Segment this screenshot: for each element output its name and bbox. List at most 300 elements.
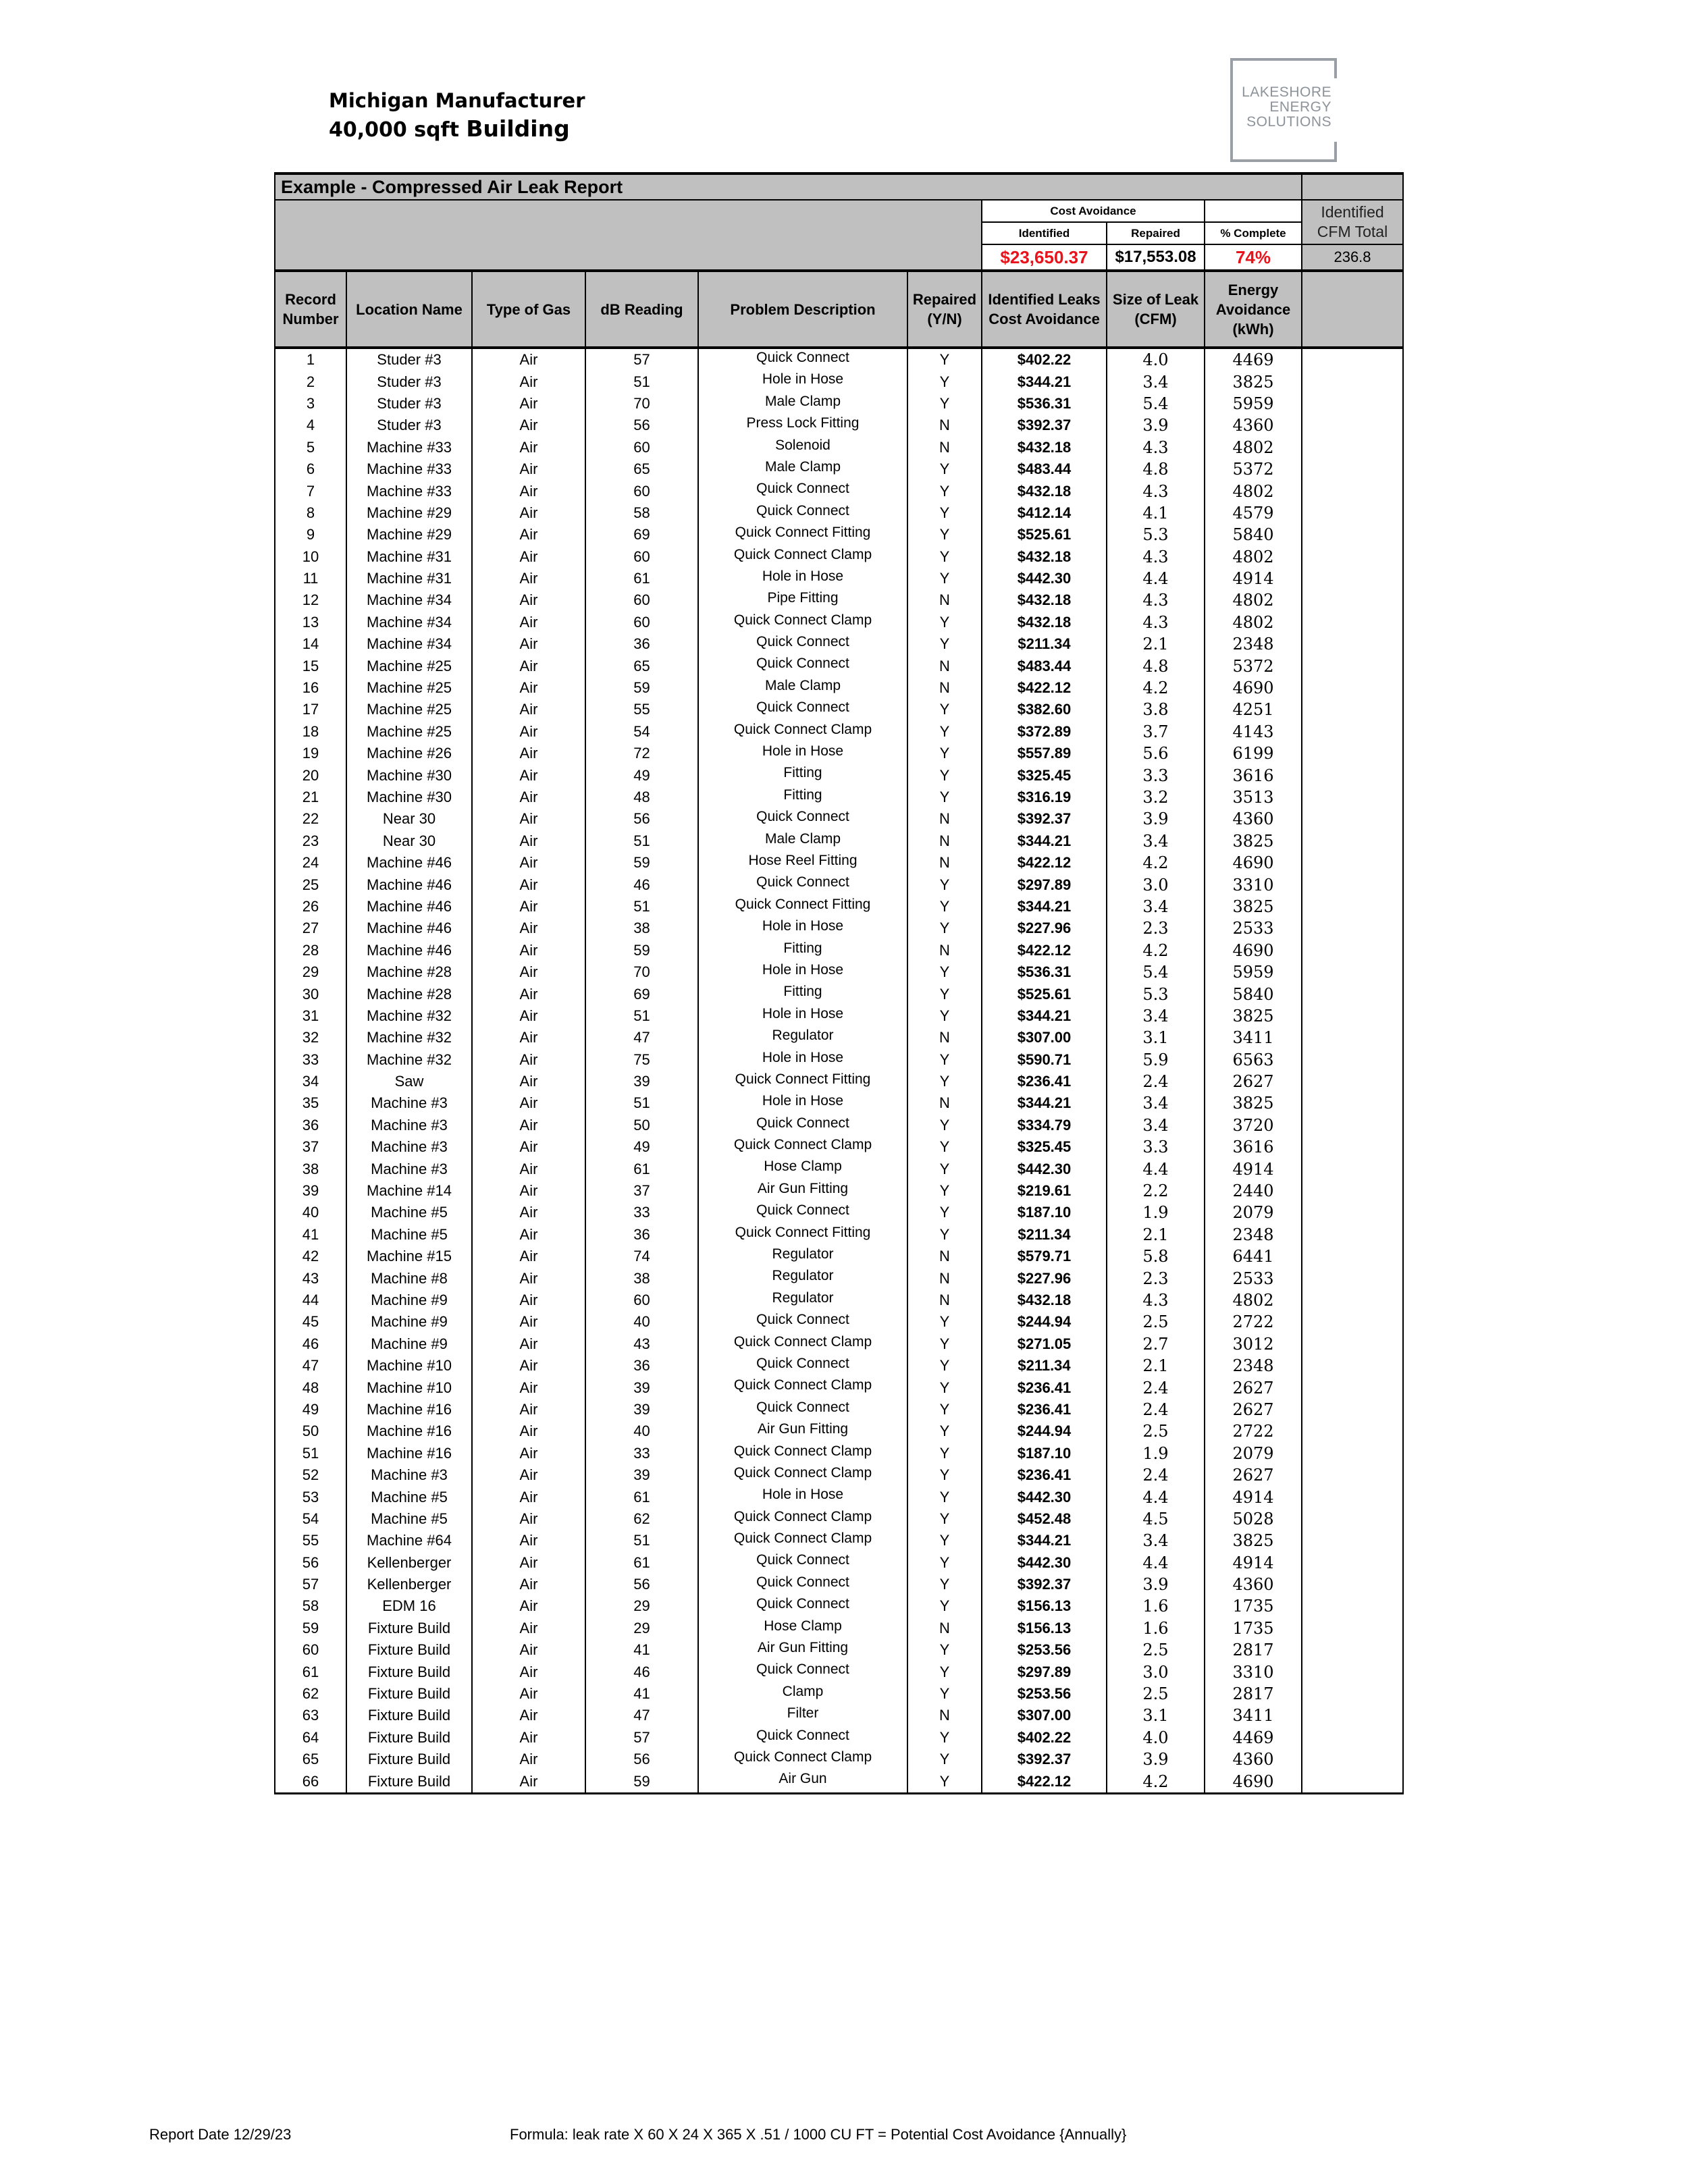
cell-record-number: 24 (275, 852, 346, 874)
cell-problem-description: Quick Connect (698, 1727, 907, 1749)
cell-problem-description: Quick Connect Clamp (698, 612, 907, 633)
cell-cost-avoidance: $432.18 (982, 437, 1107, 458)
cell-record-number: 47 (275, 1355, 346, 1377)
cell-energy-avoidance: 5372 (1205, 458, 1302, 480)
cell-gas-type: Air (472, 961, 585, 983)
cell-blank (1302, 1530, 1403, 1551)
cell-leak-size: 4.4 (1107, 1551, 1205, 1573)
cell-db-reading: 43 (585, 1333, 698, 1355)
cell-leak-size: 3.4 (1107, 1115, 1205, 1136)
cell-energy-avoidance: 2627 (1205, 1377, 1302, 1398)
cell-cost-avoidance: $432.18 (982, 1289, 1107, 1311)
cell-problem-description: Regulator (698, 1267, 907, 1289)
cell-cost-avoidance: $432.18 (982, 612, 1107, 633)
table-row (275, 437, 1403, 458)
cell-problem-description: Quick Connect (698, 1551, 907, 1573)
cell-cost-avoidance: $432.18 (982, 546, 1107, 568)
cell-blank (1302, 1705, 1403, 1726)
cell-blank (1302, 917, 1403, 939)
table-row (275, 1551, 1403, 1573)
cell-cost-avoidance: $536.31 (982, 393, 1107, 415)
cell-leak-size: 2.4 (1107, 1377, 1205, 1398)
cell-db-reading: 51 (585, 830, 698, 852)
cell-gas-type: Air (472, 437, 585, 458)
cell-record-number: 49 (275, 1399, 346, 1420)
table-row (275, 546, 1403, 568)
cell-leak-size: 3.2 (1107, 787, 1205, 808)
cell-problem-description: Press Lock Fitting (698, 415, 907, 436)
cell-blank (1302, 1618, 1403, 1639)
cell-problem-description: Hole in Hose (698, 371, 907, 392)
cell-leak-size: 3.0 (1107, 874, 1205, 895)
cell-db-reading: 60 (585, 546, 698, 568)
cell-location-name: Machine #9 (346, 1289, 472, 1311)
cfm-total-value: 236.8 (1302, 244, 1403, 271)
table-row (275, 1486, 1403, 1508)
cell-leak-size: 2.3 (1107, 1267, 1205, 1289)
cell-record-number: 34 (275, 1071, 346, 1092)
cell-location-name: Machine #5 (346, 1202, 472, 1223)
cell-record-number: 19 (275, 743, 346, 764)
cell-blank (1302, 983, 1403, 1005)
cell-record-number: 58 (275, 1595, 346, 1617)
cell-leak-size: 1.6 (1107, 1595, 1205, 1617)
cell-blank (1302, 633, 1403, 655)
cell-blank (1302, 1202, 1403, 1223)
cell-location-name: Saw (346, 1071, 472, 1092)
cell-blank (1302, 415, 1403, 436)
cell-blank (1302, 1333, 1403, 1355)
cell-cost-avoidance: $422.12 (982, 852, 1107, 874)
cell-energy-avoidance: 2440 (1205, 1180, 1302, 1202)
cell-leak-size: 3.4 (1107, 830, 1205, 852)
cell-problem-description: Hose Clamp (698, 1618, 907, 1639)
cell-repaired-flag: N (907, 437, 982, 458)
cell-problem-description: Quick Connect (698, 874, 907, 895)
cell-record-number: 41 (275, 1224, 346, 1246)
cell-problem-description: Quick Connect Fitting (698, 524, 907, 545)
cell-leak-size: 1.6 (1107, 1618, 1205, 1639)
cell-blank (1302, 1683, 1403, 1705)
cell-blank (1302, 1770, 1403, 1793)
cell-blank (1302, 437, 1403, 458)
cell-blank (1302, 1639, 1403, 1661)
cell-energy-avoidance: 1735 (1205, 1618, 1302, 1639)
cell-record-number: 20 (275, 764, 346, 786)
cell-repaired-flag: Y (907, 764, 982, 786)
cell-problem-description: Regulator (698, 1246, 907, 1267)
cell-energy-avoidance: 3411 (1205, 1705, 1302, 1726)
cell-record-number: 21 (275, 787, 346, 808)
cell-repaired-flag: N (907, 808, 982, 830)
cell-gas-type: Air (472, 655, 585, 676)
cell-energy-avoidance: 5959 (1205, 393, 1302, 415)
cell-leak-size: 2.5 (1107, 1639, 1205, 1661)
cell-record-number: 5 (275, 437, 346, 458)
cell-repaired-flag: Y (907, 1727, 982, 1749)
cell-leak-size: 4.3 (1107, 589, 1205, 611)
cell-repaired-flag: N (907, 852, 982, 874)
cell-gas-type: Air (472, 1486, 585, 1508)
cell-blank (1302, 1136, 1403, 1158)
cell-gas-type: Air (472, 1202, 585, 1223)
cell-repaired-flag: Y (907, 874, 982, 895)
cell-gas-type: Air (472, 633, 585, 655)
cell-problem-description: Quick Connect Clamp (698, 1333, 907, 1355)
cell-energy-avoidance: 4579 (1205, 502, 1302, 524)
cell-blank (1302, 940, 1403, 961)
cell-gas-type: Air (472, 1530, 585, 1551)
cell-gas-type: Air (472, 1158, 585, 1179)
cell-db-reading: 39 (585, 1399, 698, 1420)
cell-energy-avoidance: 4914 (1205, 1486, 1302, 1508)
cell-problem-description: Quick Connect Fitting (698, 1071, 907, 1092)
cell-db-reading: 61 (585, 1551, 698, 1573)
cell-leak-size: 2.5 (1107, 1420, 1205, 1442)
table-row (275, 1595, 1403, 1617)
cell-problem-description: Air Gun (698, 1770, 907, 1793)
cell-energy-avoidance: 3616 (1205, 764, 1302, 786)
cell-db-reading: 41 (585, 1639, 698, 1661)
table-row (275, 371, 1403, 392)
table-row (275, 983, 1403, 1005)
cell-repaired-flag: Y (907, 612, 982, 633)
cell-problem-description: Quick Connect (698, 1595, 907, 1617)
table-row (275, 940, 1403, 961)
cell-problem-description: Fitting (698, 787, 907, 808)
cell-gas-type: Air (472, 1508, 585, 1530)
table-row (275, 1115, 1403, 1136)
cell-location-name: Machine #8 (346, 1267, 472, 1289)
cell-problem-description: Quick Connect Clamp (698, 1464, 907, 1486)
cell-db-reading: 51 (585, 1005, 698, 1027)
cell-leak-size: 4.3 (1107, 437, 1205, 458)
cell-leak-size: 2.4 (1107, 1399, 1205, 1420)
cell-problem-description: Male Clamp (698, 393, 907, 415)
cell-db-reading: 51 (585, 896, 698, 917)
cell-record-number: 13 (275, 612, 346, 633)
cell-repaired-flag: N (907, 589, 982, 611)
cell-repaired-flag: Y (907, 1180, 982, 1202)
cell-gas-type: Air (472, 1049, 585, 1071)
cell-location-name: Machine #34 (346, 612, 472, 633)
cell-gas-type: Air (472, 830, 585, 852)
cell-record-number: 38 (275, 1158, 346, 1179)
col-type-of-gas: Type of Gas (472, 271, 585, 348)
cell-repaired-flag: Y (907, 568, 982, 589)
identified-total: $23,650.37 (982, 244, 1107, 271)
cell-energy-avoidance: 4690 (1205, 1770, 1302, 1793)
cell-repaired-flag: Y (907, 1136, 982, 1158)
cell-repaired-flag: N (907, 940, 982, 961)
cell-cost-avoidance: $372.89 (982, 721, 1107, 743)
cell-cost-avoidance: $452.48 (982, 1508, 1107, 1530)
cell-problem-description: Quick Connect Clamp (698, 1530, 907, 1551)
table-row (275, 458, 1403, 480)
cell-repaired-flag: Y (907, 1464, 982, 1486)
cell-leak-size: 5.9 (1107, 1049, 1205, 1071)
cell-repaired-flag: Y (907, 1683, 982, 1705)
cell-location-name: Machine #3 (346, 1158, 472, 1179)
header-spacer (275, 200, 982, 271)
cell-problem-description: Male Clamp (698, 458, 907, 480)
cell-location-name: Studer #3 (346, 371, 472, 392)
cell-record-number: 59 (275, 1618, 346, 1639)
cell-problem-description: Quick Connect Clamp (698, 1377, 907, 1398)
cell-energy-avoidance: 4914 (1205, 568, 1302, 589)
cell-energy-avoidance: 2722 (1205, 1420, 1302, 1442)
cell-repaired-flag: Y (907, 480, 982, 502)
cell-blank (1302, 348, 1403, 371)
table-row (275, 589, 1403, 611)
cell-cost-avoidance: $442.30 (982, 1486, 1107, 1508)
cell-problem-description: Quick Connect Clamp (698, 1443, 907, 1464)
cell-energy-avoidance: 4143 (1205, 721, 1302, 743)
cell-location-name: Machine #31 (346, 568, 472, 589)
cell-cost-avoidance: $344.21 (982, 830, 1107, 852)
cell-record-number: 64 (275, 1727, 346, 1749)
cell-cost-avoidance: $253.56 (982, 1683, 1107, 1705)
cell-leak-size: 4.3 (1107, 480, 1205, 502)
cell-db-reading: 41 (585, 1683, 698, 1705)
cell-record-number: 6 (275, 458, 346, 480)
cell-energy-avoidance: 6441 (1205, 1246, 1302, 1267)
cell-energy-avoidance: 3310 (1205, 874, 1302, 895)
pct-complete-value: 74% (1205, 244, 1302, 271)
cell-db-reading: 65 (585, 458, 698, 480)
building-size (329, 115, 570, 142)
cell-db-reading: 29 (585, 1618, 698, 1639)
cell-cost-avoidance: $325.45 (982, 1136, 1107, 1158)
table-row (275, 1355, 1403, 1377)
cell-energy-avoidance: 4802 (1205, 546, 1302, 568)
cell-repaired-flag: N (907, 1289, 982, 1311)
cell-leak-size: 5.3 (1107, 524, 1205, 545)
cell-cost-avoidance: $187.10 (982, 1202, 1107, 1223)
table-row (275, 1289, 1403, 1311)
cell-db-reading: 39 (585, 1377, 698, 1398)
cell-record-number: 39 (275, 1180, 346, 1202)
cell-location-name: Fixture Build (346, 1618, 472, 1639)
cell-leak-size: 5.8 (1107, 1246, 1205, 1267)
cell-cost-avoidance: $227.96 (982, 1267, 1107, 1289)
cell-location-name: Near 30 (346, 808, 472, 830)
cell-record-number: 9 (275, 524, 346, 545)
cell-gas-type: Air (472, 502, 585, 524)
cell-leak-size: 3.9 (1107, 415, 1205, 436)
cell-record-number: 31 (275, 1005, 346, 1027)
cell-record-number: 36 (275, 1115, 346, 1136)
cell-record-number: 14 (275, 633, 346, 655)
col-record-number: Record Number (275, 271, 346, 348)
cell-gas-type: Air (472, 1618, 585, 1639)
col-problem-description: Problem Description (698, 271, 907, 348)
cell-db-reading: 60 (585, 589, 698, 611)
cell-energy-avoidance: 3825 (1205, 371, 1302, 392)
cell-repaired-flag: Y (907, 1071, 982, 1092)
cell-blank (1302, 721, 1403, 743)
cell-energy-avoidance: 6563 (1205, 1049, 1302, 1071)
cell-db-reading: 47 (585, 1705, 698, 1726)
cell-gas-type: Air (472, 1355, 585, 1377)
table-row (275, 1311, 1403, 1333)
cell-energy-avoidance: 2079 (1205, 1443, 1302, 1464)
cell-record-number: 18 (275, 721, 346, 743)
cell-cost-avoidance: $483.44 (982, 655, 1107, 676)
cell-record-number: 26 (275, 896, 346, 917)
table-row (275, 1661, 1403, 1682)
cell-db-reading: 37 (585, 1180, 698, 1202)
logo-line-1: LAKESHORE (1242, 84, 1331, 100)
cell-leak-size: 2.7 (1107, 1333, 1205, 1355)
building-size-value: 40,000 sqft (329, 118, 459, 142)
cell-record-number: 23 (275, 830, 346, 852)
cell-cost-avoidance: $412.14 (982, 502, 1107, 524)
table-row (275, 1180, 1403, 1202)
cell-db-reading: 69 (585, 524, 698, 545)
table-row (275, 874, 1403, 895)
cell-cost-avoidance: $271.05 (982, 1333, 1107, 1355)
cell-location-name: Machine #25 (346, 699, 472, 720)
cell-db-reading: 61 (585, 1158, 698, 1179)
cell-location-name: Machine #32 (346, 1027, 472, 1048)
table-row (275, 1749, 1403, 1770)
cell-problem-description: Quick Connect Fitting (698, 896, 907, 917)
cell-location-name: Kellenberger (346, 1551, 472, 1573)
cell-leak-size: 1.9 (1107, 1443, 1205, 1464)
cell-blank (1302, 874, 1403, 895)
cell-cost-avoidance: $392.37 (982, 808, 1107, 830)
cell-location-name: Fixture Build (346, 1770, 472, 1793)
cell-leak-size: 4.8 (1107, 458, 1205, 480)
cell-location-name: Machine #25 (346, 721, 472, 743)
cell-blank (1302, 1071, 1403, 1092)
cell-repaired-flag: Y (907, 1749, 982, 1770)
cell-location-name: Fixture Build (346, 1639, 472, 1661)
cell-energy-avoidance: 4360 (1205, 808, 1302, 830)
cell-blank (1302, 1486, 1403, 1508)
cell-location-name: Machine #5 (346, 1486, 472, 1508)
report-date: Report Date 12/29/23 (149, 2126, 292, 2143)
cell-problem-description: Hose Reel Fitting (698, 852, 907, 874)
cell-repaired-flag: Y (907, 1551, 982, 1573)
cell-blank (1302, 1049, 1403, 1071)
cell-location-name: Machine #46 (346, 896, 472, 917)
cell-cost-avoidance: $579.71 (982, 1246, 1107, 1267)
cell-location-name: Machine #9 (346, 1311, 472, 1333)
cell-leak-size: 2.1 (1107, 633, 1205, 655)
cell-energy-avoidance: 4914 (1205, 1158, 1302, 1179)
cell-repaired-flag: N (907, 1092, 982, 1114)
table-row (275, 393, 1403, 415)
cell-gas-type: Air (472, 1289, 585, 1311)
cell-problem-description: Hose Clamp (698, 1158, 907, 1179)
cell-repaired-flag: Y (907, 961, 982, 983)
table-row (275, 1618, 1403, 1639)
cell-leak-size: 4.2 (1107, 677, 1205, 699)
cell-blank (1302, 1727, 1403, 1749)
cell-leak-size: 2.4 (1107, 1464, 1205, 1486)
cell-energy-avoidance: 4690 (1205, 677, 1302, 699)
cell-problem-description: Regulator (698, 1289, 907, 1311)
cell-leak-size: 4.3 (1107, 612, 1205, 633)
cell-problem-description: Solenoid (698, 437, 907, 458)
cell-location-name: Machine #3 (346, 1136, 472, 1158)
cell-location-name: Machine #33 (346, 458, 472, 480)
cell-leak-size: 3.9 (1107, 1574, 1205, 1595)
cell-problem-description: Hole in Hose (698, 917, 907, 939)
table-row (275, 1508, 1403, 1530)
cell-gas-type: Air (472, 568, 585, 589)
cell-gas-type: Air (472, 677, 585, 699)
cell-energy-avoidance: 2627 (1205, 1464, 1302, 1486)
cell-record-number: 2 (275, 371, 346, 392)
cell-leak-size: 3.4 (1107, 1530, 1205, 1551)
cell-repaired-flag: Y (907, 787, 982, 808)
cell-record-number: 43 (275, 1267, 346, 1289)
cell-gas-type: Air (472, 1071, 585, 1092)
cell-leak-size: 2.1 (1107, 1355, 1205, 1377)
cell-blank (1302, 808, 1403, 830)
cell-cost-avoidance: $316.19 (982, 787, 1107, 808)
cell-location-name: Fixture Build (346, 1683, 472, 1705)
cell-leak-size: 4.8 (1107, 655, 1205, 676)
cell-db-reading: 51 (585, 1530, 698, 1551)
col-size-of-leak: Size of Leak (CFM) (1107, 271, 1205, 348)
cell-gas-type: Air (472, 1661, 585, 1682)
cell-db-reading: 39 (585, 1071, 698, 1092)
cell-record-number: 55 (275, 1530, 346, 1551)
cell-record-number: 56 (275, 1551, 346, 1573)
cell-location-name: Machine #3 (346, 1092, 472, 1114)
cell-blank (1302, 1595, 1403, 1617)
cell-cost-avoidance: $392.37 (982, 1574, 1107, 1595)
cell-gas-type: Air (472, 721, 585, 743)
cell-gas-type: Air (472, 1683, 585, 1705)
cell-repaired-flag: Y (907, 1333, 982, 1355)
cell-record-number: 62 (275, 1683, 346, 1705)
cell-leak-size: 5.4 (1107, 961, 1205, 983)
cell-record-number: 10 (275, 546, 346, 568)
cell-gas-type: Air (472, 1727, 585, 1749)
cell-energy-avoidance: 4690 (1205, 940, 1302, 961)
cell-gas-type: Air (472, 415, 585, 436)
lakeshore-logo (1230, 58, 1336, 161)
cost-avoidance-label: Cost Avoidance (982, 200, 1205, 222)
cell-record-number: 54 (275, 1508, 346, 1530)
cell-leak-size: 4.0 (1107, 1727, 1205, 1749)
table-row (275, 764, 1403, 786)
cell-repaired-flag: Y (907, 1399, 982, 1420)
cell-gas-type: Air (472, 1574, 585, 1595)
cell-energy-avoidance: 3012 (1205, 1333, 1302, 1355)
cell-db-reading: 50 (585, 1115, 698, 1136)
cell-blank (1302, 1267, 1403, 1289)
cell-blank (1302, 1115, 1403, 1136)
cell-cost-avoidance: $236.41 (982, 1377, 1107, 1398)
cell-record-number: 15 (275, 655, 346, 676)
cell-cost-avoidance: $442.30 (982, 1158, 1107, 1179)
table-row (275, 415, 1403, 436)
cell-cost-avoidance: $227.96 (982, 917, 1107, 939)
cell-blank (1302, 1311, 1403, 1333)
cell-location-name: Machine #3 (346, 1464, 472, 1486)
cell-location-name: Fixture Build (346, 1727, 472, 1749)
cell-db-reading: 36 (585, 1224, 698, 1246)
cell-repaired-flag: N (907, 1027, 982, 1048)
cell-db-reading: 59 (585, 852, 698, 874)
table-row (275, 1443, 1403, 1464)
